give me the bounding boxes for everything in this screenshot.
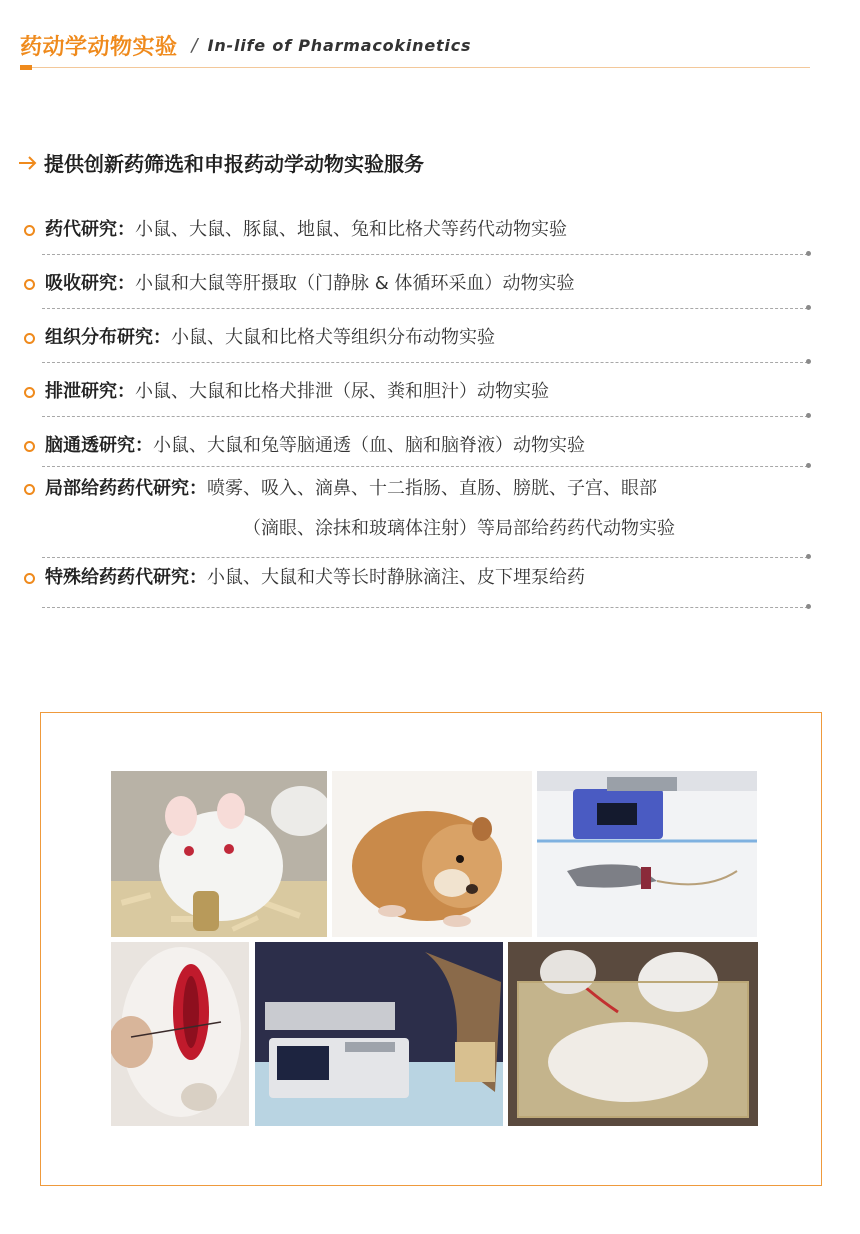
item-label: 药代研究：: [45, 219, 135, 240]
list-item: [22, 477, 812, 558]
list-item: [22, 380, 812, 417]
title-separator: /: [191, 34, 198, 56]
item-label: 吸收研究：: [45, 273, 135, 294]
item-label: 局部给药药代研究：: [45, 478, 207, 499]
infusion-pump-rat-photo: [537, 771, 757, 937]
service-list: [22, 218, 812, 608]
dashed-divider: [42, 607, 808, 608]
page-title-cn: 药动学动物实验: [20, 34, 178, 60]
subheading-text: 提供创新药筛选和申报药动学动物实验服务: [44, 152, 424, 176]
item-desc: 小鼠、大鼠和比格犬排泄（尿、粪和胆汁）动物实验: [135, 381, 549, 402]
list-item: [22, 566, 812, 608]
arrow-right-icon: [18, 155, 38, 171]
item-desc: 小鼠、大鼠和比格犬等组织分布动物实验: [171, 327, 495, 348]
item-label: 组织分布研究：: [45, 327, 171, 348]
page-header: [20, 28, 471, 62]
item-label: 排泄研究：: [45, 381, 135, 402]
list-item: [22, 434, 812, 467]
item-desc: 小鼠、大鼠和犬等长时静脉滴注、皮下埋泵给药: [207, 567, 585, 588]
surgical-site-photo: [111, 942, 249, 1126]
bullet-icon: [24, 225, 35, 236]
item-desc: 小鼠和大鼠等肝摄取（门静脉 & 体循环采血）动物实验: [135, 273, 575, 294]
rat-restrainer-photo: [508, 942, 758, 1126]
item-desc: 小鼠、大鼠、豚鼠、地鼠、兔和比格犬等药代动物实验: [135, 219, 567, 240]
dashed-divider: [42, 416, 808, 417]
bullet-icon: [24, 441, 35, 452]
bullet-icon: [24, 279, 35, 290]
header-accent-tab: [20, 65, 32, 70]
bullet-icon: [24, 484, 35, 495]
bullet-icon: [24, 333, 35, 344]
bullet-icon: [24, 573, 35, 584]
dashed-divider: [42, 466, 808, 467]
dashed-divider: [42, 362, 808, 363]
list-item: [22, 218, 812, 255]
item-desc: 小鼠、大鼠和兔等脑通透（血、脑和脑脊液）动物实验: [153, 435, 585, 456]
white-rat-photo: [111, 771, 327, 937]
list-item: [22, 326, 812, 363]
dashed-divider: [42, 557, 808, 558]
item-label: 特殊给药药代研究：: [45, 567, 207, 588]
photo-frame: [40, 712, 822, 1186]
item-desc-continued: （滴眼、涂抹和玻璃体注射）等局部给药药代动物实验: [243, 518, 675, 539]
hamster-photo: [332, 771, 532, 937]
dashed-divider: [42, 308, 808, 309]
page-title-en: In-life of Pharmacokinetics: [207, 35, 472, 55]
item-desc: 喷雾、吸入、滴鼻、十二指肠、直肠、膀胱、子宫、眼部: [207, 478, 657, 499]
list-item: [22, 272, 812, 309]
bullet-icon: [24, 387, 35, 398]
syringe-pump-dog-photo: [255, 942, 503, 1126]
section-subheading: [18, 148, 424, 177]
dashed-divider: [42, 254, 808, 255]
item-label: 脑通透研究：: [45, 435, 153, 456]
header-rule: [20, 67, 810, 68]
